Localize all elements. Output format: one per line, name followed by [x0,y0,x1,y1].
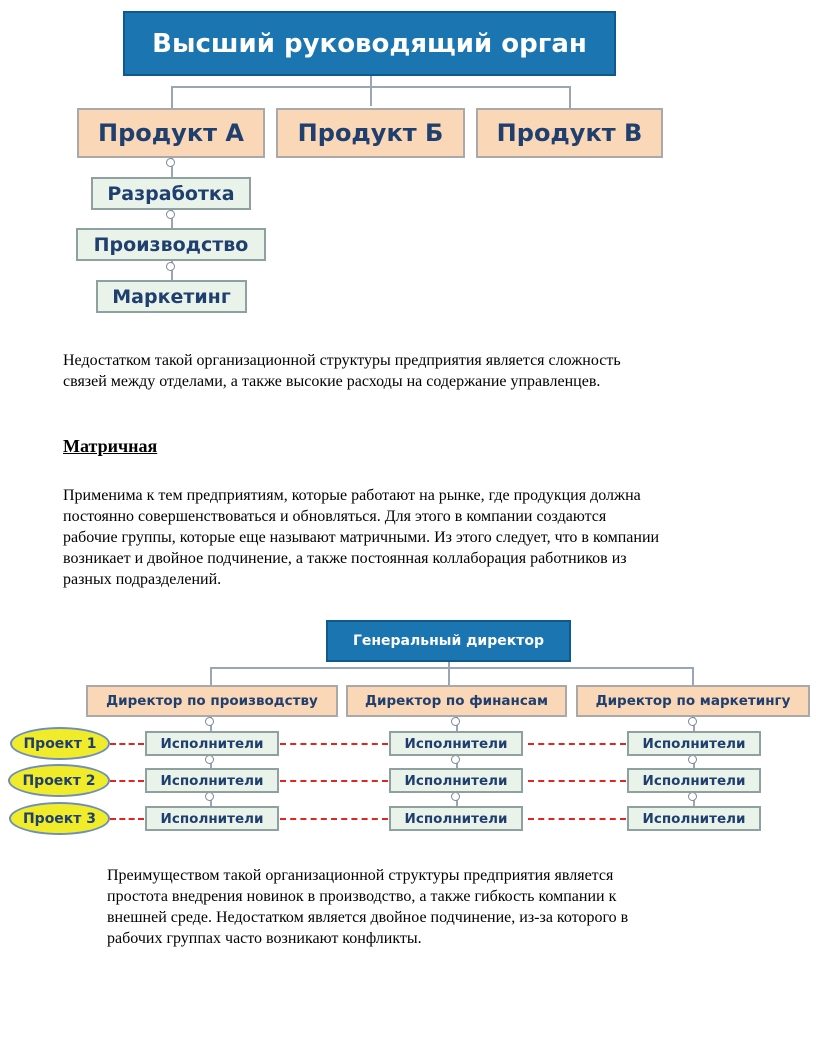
text-line: разных подразделений. [63,571,222,588]
development-box: Разработка [91,177,251,210]
text-line: внешней среде. Недостатком является двойное подчинение, из-за которого в [107,909,629,926]
director-production-box: Директор по производству [86,685,338,717]
divisional-drawback-paragraph [63,350,763,392]
general-director-box: Генеральный директор [326,620,571,662]
connector [210,667,693,669]
director-marketing-box: Директор по маркетингу [576,685,810,717]
dashed-link [110,818,144,820]
product-a-box: Продукт А [77,108,265,158]
executors-box: Исполнители [145,731,279,756]
dashed-link [280,818,388,820]
executors-box: Исполнители [627,768,761,793]
connector [171,86,173,109]
text-line: возникает и двойное подчинение, а также постоянная коллаборация работников из [63,550,627,567]
connector-knob [688,792,697,801]
connector-knob [688,717,697,726]
text-line: рабочих группах часто возникают конфликты. [107,930,422,947]
top-management-box: Высший руководящий орган [123,11,616,76]
production-box: Производство [76,228,266,261]
matrix-heading: Матричная [63,436,158,456]
connector-knob [451,755,460,764]
executors-box: Исполнители [627,806,761,831]
marketing-box: Маркетинг [96,280,247,313]
matrix-paragraph [63,485,732,590]
product-b-box: Продукт Б [276,108,465,158]
dashed-link [280,780,388,782]
project-2-ellipse: Проект 2 [8,764,110,797]
connector-knob [205,717,214,726]
dashed-link [528,818,626,820]
dashed-link [528,780,626,782]
connector-knob [451,792,460,801]
executors-box: Исполнители [145,768,279,793]
connector [569,86,571,109]
dashed-link [280,743,388,745]
dashed-link [110,743,144,745]
text-line: Применима к тем предприятиям, которые работают на рынке, где продукция должна [63,487,641,504]
dashed-link [528,743,626,745]
executors-box: Исполнители [627,731,761,756]
connector-knob [688,755,697,764]
product-v-box: Продукт В [476,108,663,158]
text-line: рабочие группы, которые еще называют матричными. Из этого следует, что в компании [63,529,660,546]
dashed-link [110,780,144,782]
connector-knob [166,210,175,219]
project-3-ellipse: Проект 3 [9,802,110,835]
connector-knob [166,262,175,271]
director-finance-box: Директор по финансам [346,685,567,717]
connector-knob [205,755,214,764]
connector-knob [451,717,460,726]
executors-box: Исполнители [389,731,523,756]
executors-box: Исполнители [145,806,279,831]
connector [370,76,372,106]
text-line: постоянно совершенствоваться и обновляться. Для этого в компании создаются [63,508,607,525]
project-1-ellipse: Проект 1 [10,727,110,760]
connector-knob [205,792,214,801]
connector-knob [166,158,175,167]
connector [171,86,571,88]
connector [692,667,694,687]
text-line: Преимуществом такой организационной структуры предприятия является [107,867,614,884]
text-line: Недостатком такой организационной структуры предприятия является сложность [63,352,621,369]
text-line: простота внедрения новинок в производство, а также гибкость компании к [107,888,617,905]
text-line: связей между отделами, а также высокие расходы на содержание управленцев. [63,373,601,390]
executors-box: Исполнители [389,768,523,793]
matrix-summary-paragraph [107,865,733,949]
executors-box: Исполнители [389,806,523,831]
connector [210,667,212,687]
